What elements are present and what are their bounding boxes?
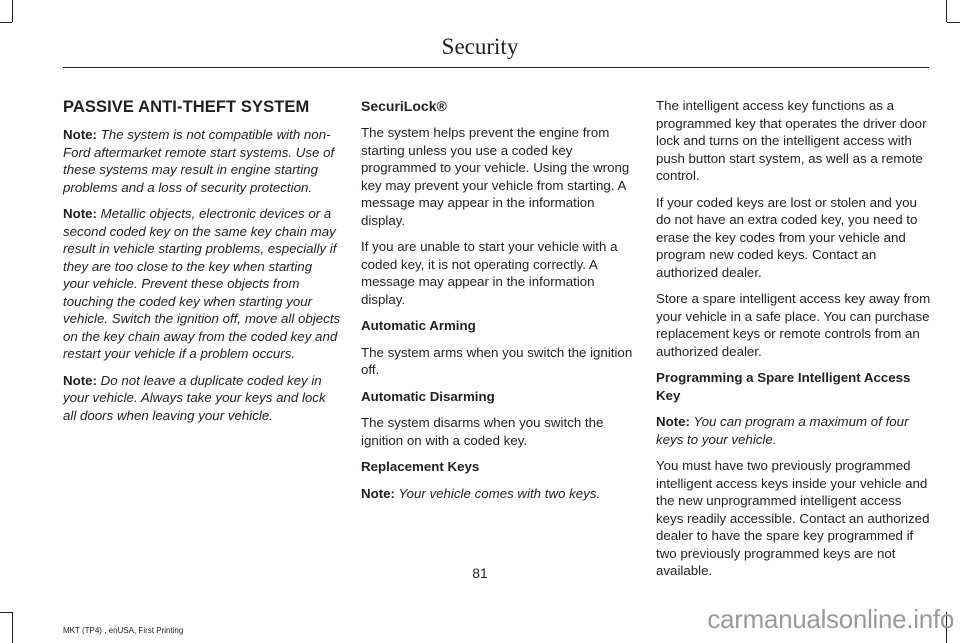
paragraph: The system helps prevent the engine from starting unless you use a coded key programmed to your vehicle. Using the wrong key may prevent your vehicle from starting. A message may appear in the information display. xyxy=(361,125,630,228)
note xyxy=(63,372,341,425)
crop-mark xyxy=(0,612,12,613)
page-number: 81 xyxy=(472,565,488,581)
note-label: Note: xyxy=(656,414,690,429)
column-3 xyxy=(656,97,932,589)
paragraph: If you are unable to start your vehicle with a coded key, it is not operating correctly. A message may appear in the information display. xyxy=(361,239,618,307)
note-text: The system is not compatible with non-Ford aftermarket remote start systems. Use of these systems may result in engine starting problems and a loss of security protection. xyxy=(63,127,335,195)
subheading-programming-spare-key: Programming a Spare Intelligent Access Key xyxy=(656,370,911,403)
note-text: Your vehicle comes with two keys. xyxy=(394,485,601,501)
subheading-automatic-arming: Automatic Arming xyxy=(361,318,476,333)
paragraph: The system disarms when you switch the ignition on with a coded key. xyxy=(361,415,604,448)
header-rule xyxy=(63,67,929,68)
crop-mark xyxy=(946,0,947,22)
subheading-automatic-disarming: Automatic Disarming xyxy=(361,388,495,404)
section-heading: PASSIVE ANTI-THEFT SYSTEM xyxy=(63,98,310,116)
crop-mark xyxy=(12,0,13,22)
paragraph: Store a spare intelligent access key away from your vehicle in a safe place. You can purchase replacement keys or remote controls from an authorized dealer. xyxy=(656,291,931,359)
note-label: Note: xyxy=(63,206,97,221)
crop-mark xyxy=(12,612,13,643)
footer-print-info: MKT (TP4) , enUSA, First Printing xyxy=(63,626,184,635)
paragraph: The intelligent access key functions as a programmed key that operates the driver door lock and turns on the intelligent access with push button start system, as well as a remote control. xyxy=(656,98,927,183)
note-text: Metallic objects, electronic devices or a second coded key on the same key chain may result in vehicle starting problems, especially if they are too close to the key when starting your vehicle. Prevent these objects from touching the coded key when starting your vehicle. Switch the ignition off, move all objects on the key chain away from the coded key and restart your vehicle if a problem occurs. xyxy=(63,206,341,361)
paragraph: The system arms when you switch the ignition off. xyxy=(361,344,633,377)
note xyxy=(63,205,341,363)
note-label: Note: xyxy=(361,485,395,501)
subheading-replacement-keys: Replacement Keys xyxy=(361,459,480,474)
crop-mark xyxy=(0,22,12,23)
note-text: Do not leave a duplicate coded key in your vehicle. Always take your keys and lock all doors when leaving your vehicle. xyxy=(63,372,326,423)
note-text: You can program a maximum of four keys to your vehicle. xyxy=(656,414,909,447)
page-title: Security xyxy=(441,34,519,59)
paragraph: You must have two previously programmed intelligent access keys inside your vehicle and the new unprogrammed intelligent access keys readily accessible. Contact an authorized dealer to have the spare key programmed if two previously programmed keys are not available. xyxy=(656,458,930,578)
subsection-heading: SecuriLock® xyxy=(361,98,447,114)
column-2 xyxy=(361,97,639,511)
note xyxy=(63,126,341,196)
note xyxy=(656,413,932,448)
column-1 xyxy=(63,97,341,433)
crop-mark xyxy=(947,22,960,23)
watermark-logo: carmanualsonline.info xyxy=(707,604,954,634)
note xyxy=(361,485,639,503)
note-label: Note: xyxy=(63,372,97,388)
note-label: Note: xyxy=(63,127,97,142)
paragraph: If your coded keys are lost or stolen and you do not have an extra coded key, you need to erase the key codes from your vehicle and program new coded keys. Contact an authorized dealer. xyxy=(656,194,918,280)
